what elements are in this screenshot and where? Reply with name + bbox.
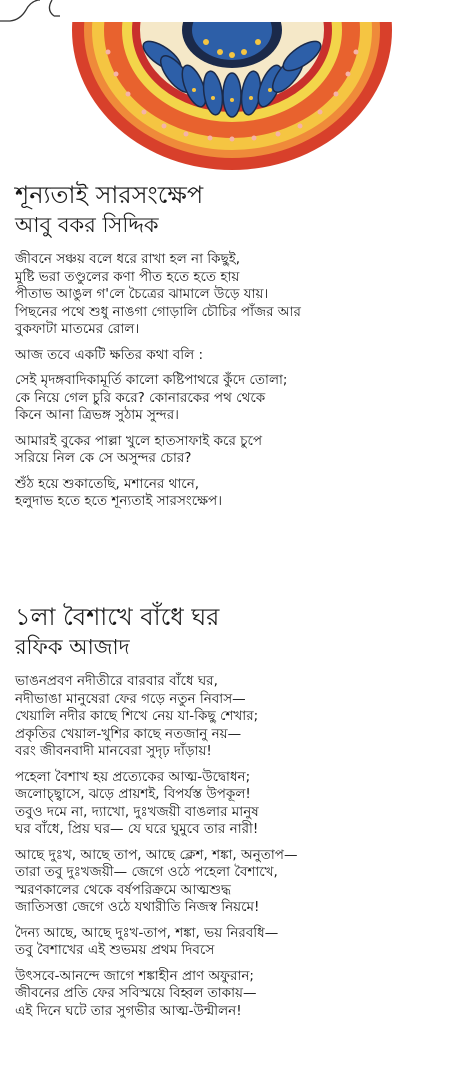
poem-line: আজ তবে একটি ক্ষতির কথা বলি : bbox=[15, 346, 204, 363]
poem-line: তারা তবু দুঃখজয়ী— জেগে ওঠে পহেলা বৈশাখে, bbox=[15, 864, 278, 880]
poem-line: কিনে আনা ত্রিভঙ্গ সুঠাম সুন্দর। bbox=[15, 407, 180, 423]
stanza bbox=[15, 769, 465, 839]
stanza bbox=[15, 847, 465, 917]
poem-line: শুঁঠ হয়ে শুকাতেছি, মশানের থানে, bbox=[15, 475, 200, 492]
poem-line: পীতাভ আঙুল গ'লে চৈত্রের ঝামালে উড়ে যায়। bbox=[15, 286, 269, 302]
poem-line: খেয়ালি নদীর কাছে শিখে নেয় যা-কিছু শেখার; bbox=[15, 708, 259, 724]
stanza bbox=[15, 372, 465, 425]
stanza bbox=[15, 925, 465, 960]
poem-author: রফিক আজাদ bbox=[15, 635, 130, 659]
poem-line: আমারই বুকের পাল্লা খুলে হাতসাফাই করে চুপে bbox=[15, 432, 263, 449]
poem-line: জীবনের প্রতি ফের সবিস্ময়ে বিহ্বল তাকায়— bbox=[15, 985, 257, 1001]
poem-line: আছে দুঃখ, আছে তাপ, আছে ক্লেশ, শঙ্কা, অনুতাপ— bbox=[15, 846, 298, 863]
poem-title: ১লা বৈশাখে বাঁধে ঘর bbox=[15, 603, 220, 631]
poem-line: তবুও দমে না, দ্যাখো, দুঃখজয়ী বাঙলার মানুষ bbox=[15, 803, 259, 820]
poem-line: তবু বৈশাখের এই শুভময় প্রথম দিবসে bbox=[15, 942, 215, 958]
poem-line: এই দিনে ঘটে তার সুগভীর আত্ম-উন্মীলন! bbox=[15, 1002, 242, 1019]
poem-2 bbox=[15, 602, 465, 1028]
poem-line: কে নিয়ে গেল চুরি করে? কোনারকের পথ থেকে bbox=[15, 389, 266, 406]
poem-line: পিছনের পথে শুধু নাঙগা গোড়ালি চৌচির পাঁজর আর bbox=[15, 303, 301, 320]
poem-line: হলুদাভ হতে হতে শূন্যতাই সারসংক্ষেপ। bbox=[15, 493, 223, 509]
poem-line: স্মরণকালের থেকে বর্ষপরিক্রমে আত্মশুদ্ধ bbox=[15, 881, 231, 898]
poem-line: জলোচ্ছ্বাসে, ঝড়ে প্রায়শই, বিপর্যস্ত উপকূল! bbox=[15, 786, 251, 802]
poem-line: নদীভাঙা মানুষেরা ফের গড়ে নতুন নিবাস— bbox=[15, 690, 246, 707]
poem-line: জাতিসত্তা জেগে ওঠে যথারীতি নিজস্ব নিয়মে! bbox=[15, 899, 260, 915]
poem-line: মুষ্টি ভরা তণ্ডুলের কণা পীত হতে হতে হায় bbox=[15, 268, 240, 285]
poem-line: পহেলা বৈশাখ হয় প্রত্যেকের আত্ম-উদ্বোধন; bbox=[15, 768, 251, 785]
header-frame bbox=[0, 0, 468, 22]
poem-title: শূন্যতাই সারসংক্ষেপ bbox=[15, 181, 204, 209]
stanza bbox=[15, 673, 465, 761]
stanza bbox=[15, 476, 465, 511]
decorative-folk-art-illustration bbox=[66, 22, 398, 172]
poem-line: বরং জীবনবাদী মানবেরা সুদৃঢ় দাঁড়ায়! bbox=[15, 743, 212, 759]
poem-1 bbox=[15, 180, 465, 519]
stanza bbox=[15, 968, 465, 1021]
poem-line: উৎসবে-আনন্দে জাগে শঙ্কাহীন প্রাণ অফুরান; bbox=[15, 967, 254, 984]
poem-author: আবু বকর সিদ্দিক bbox=[15, 213, 159, 237]
poem-line: সেই মৃদঙ্গবাদিকামূর্তি কালো কষ্টিপাথরে কুঁদে তোলা; bbox=[15, 372, 288, 388]
stanza bbox=[15, 347, 465, 365]
poem-line: ঘর বাঁধে, প্রিয় ঘর— যে ঘরে ঘুমুবে তার নারী! bbox=[15, 821, 259, 837]
poem-line: জীবনে সঞ্চয় বলে ধরে রাখা হল না কিছুই, bbox=[15, 251, 241, 267]
stanza bbox=[15, 433, 465, 468]
poem-line: বুকফাটা মাতমের রোল। bbox=[15, 321, 140, 337]
poem-line: প্রকৃতির খেয়াল-খুশির কাছে নতজানু নয়— bbox=[15, 725, 242, 742]
poem-line: দৈন্য আছে, আছে দুঃখ-তাপ, শঙ্কা, ভয় নিরবধি— bbox=[15, 924, 279, 941]
poem-line: সরিয়ে নিল কে সে অসুন্দর চোর? bbox=[15, 450, 192, 466]
stanza bbox=[15, 251, 465, 339]
poem-line: ভাঙনপ্রবণ নদীতীরে বারবার বাঁধে ঘর, bbox=[15, 673, 218, 689]
